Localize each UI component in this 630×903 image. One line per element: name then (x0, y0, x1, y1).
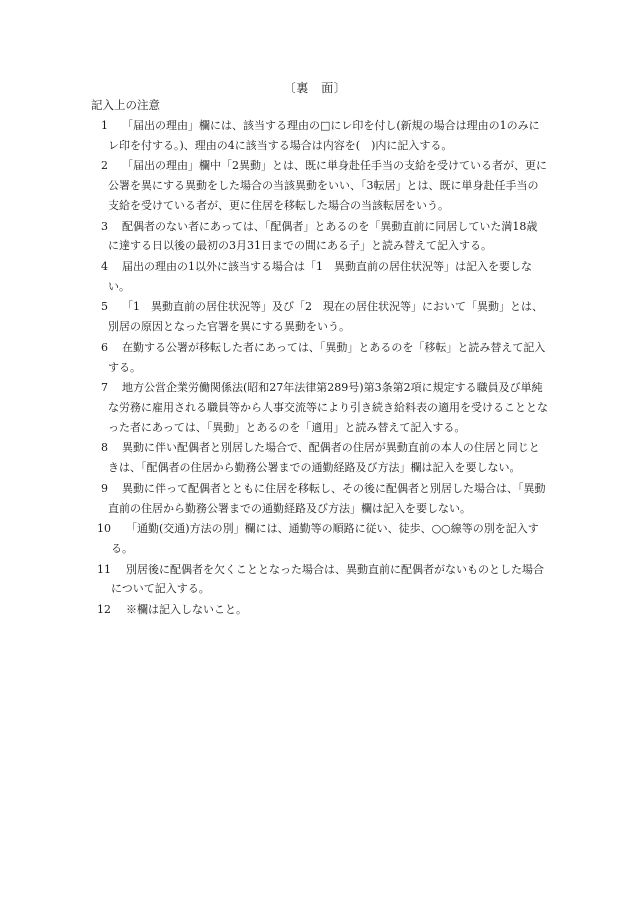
note-item (0, 297, 630, 337)
note-text: 「1 異動直前の居住状況等」及び「2 現在の居住状況等」において「異動」とは、別居の原因となった官署を異にする異動をいう。 (108, 300, 543, 334)
note-item (0, 519, 630, 559)
notes-list (0, 116, 630, 620)
page-title: 〔裏 面〕 (283, 81, 347, 95)
note-item (0, 217, 630, 257)
note-text: 「届出の理由」欄中「2異動」とは、既に単身赴任手当の支給を受けている者が、更に公署を異にする異動をした場合の当該異動をいい、「3転居」とは、既に単身赴任手当の支給を受けている者が、更に住居を移転した場合の当該転居をいう。 (108, 159, 547, 212)
note-text: 「通勤(交通)方法の別」欄には、通勤等の順路に従い、徒歩、○○線等の別を記入する。 (111, 522, 539, 555)
section-heading: 記入上の注意 (91, 98, 160, 112)
note-text: 配偶者のない者にあっては、「配偶者」とあるのを「異動直前に同居していた満18歳に達する日以後の最初の3月31日までの間にある子」と読み替えて記入する。 (108, 219, 538, 253)
note-number: 9 (101, 481, 108, 495)
note-item (0, 479, 630, 519)
note-text: 在勤する公署が移転した者にあっては、「異動」とあるのを「移転」と読み替えて記入する。 (108, 340, 546, 374)
note-text: 異動に伴って配偶者とともに住居を移転し、その後に配偶者と別居した場合は、「異動直前の住居から勤務公署までの通勤経路及び方法」欄は記入を要しない。 (108, 481, 546, 515)
note-item (0, 257, 630, 297)
note-text: ※欄は記入しないこと。 (126, 602, 247, 616)
note-item (0, 156, 630, 215)
note-text: 異動に伴い配偶者と別居した場合で、配偶者の住居が異動直前の本人の住居と同じときは、「配偶者の住居から勤務公署までの通勤経路及び方法」欄は記入を要しない。 (108, 441, 540, 475)
note-number: 11 (97, 562, 111, 576)
note-number: 6 (101, 340, 108, 354)
note-number: 2 (101, 159, 108, 173)
note-number: 8 (101, 441, 108, 455)
note-item (0, 600, 630, 620)
note-item (0, 378, 630, 437)
note-text: 届出の理由の1以外に該当する場合は「1 異動直前の居住状況等」は記入を要しない。 (108, 259, 532, 293)
note-number: 4 (101, 259, 108, 273)
note-text: 「届出の理由」欄には、該当する理由の□にレ印を付し(新規の場合は理由の1のみにレ印を付する。)、理由の4に該当する場合は内容を( )内に記入する。 (108, 119, 540, 152)
note-number: 1 (101, 119, 108, 132)
note-text: 地方公営企業労働関係法(昭和27年法律第289号)第3条第2項に規定する職員及び単純な労務に雇用される職員等から人事交流等により引き続き給料表の適用を受けることとなった者にあっては、「異動」とあるのを「適用」と読み替えて記入する。 (108, 381, 548, 434)
note-number: 3 (101, 219, 108, 233)
note-item (0, 560, 630, 600)
note-item (0, 116, 630, 156)
note-item (0, 338, 630, 378)
note-text: 別居後に配偶者を欠くこととなった場合は、異動直前に配偶者がないものとした場合について記入する。 (111, 562, 544, 596)
note-number: 5 (101, 300, 108, 314)
note-number: 10 (97, 522, 111, 536)
note-number: 7 (101, 381, 108, 395)
note-number: 12 (97, 602, 111, 616)
note-item (0, 438, 630, 478)
